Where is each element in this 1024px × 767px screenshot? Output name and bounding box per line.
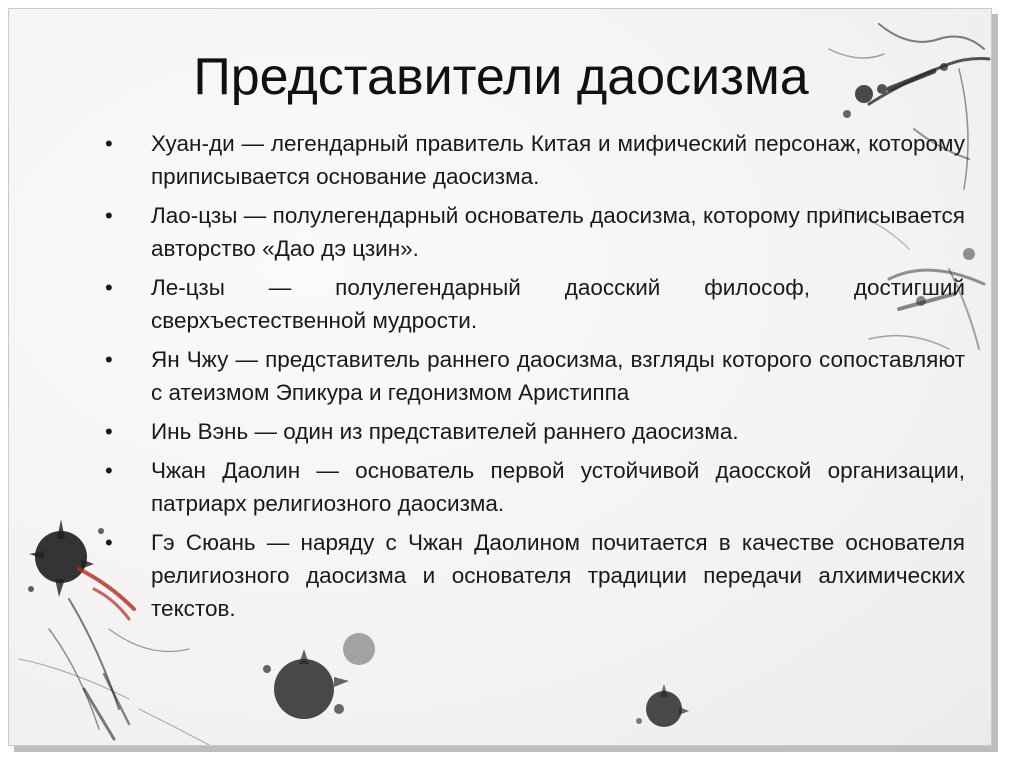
bullet-marker: • <box>105 203 113 228</box>
bullet-marker: • <box>105 275 113 300</box>
list-item <box>105 271 965 337</box>
list-item <box>105 454 965 520</box>
bullet-list <box>105 127 965 631</box>
list-item-text: Ле-цзы — полулегендарный даосский философ, достигший сверхъестественной мудрости. <box>151 275 965 333</box>
list-item-text: Лао-цзы — полулегендарный основатель даосизма, которому приписывается авторство «Дао дэ цзин». <box>151 203 965 261</box>
list-item-text: Чжан Даолин — основатель первой устойчивой даосской организации, патриарх религиозного даосизма. <box>151 458 965 516</box>
list-item-text: Ян Чжу — представитель раннего даосизма, взгляды которого сопоставляют с атеизмом Эпикура и гедонизмом Аристиппа <box>151 347 965 405</box>
slide-title: Представители даосизма <box>193 48 809 106</box>
ink-splatter-left <box>28 519 104 597</box>
list-item <box>105 343 965 409</box>
slide <box>8 8 992 746</box>
ink-splatter-bottom <box>263 633 689 727</box>
list-item-text: Гэ Сюань — наряду с Чжан Даолином почитается в качестве основателя религиозного даосизма и основателя традиции передачи алхимических текстов. <box>151 530 965 621</box>
bullet-marker: • <box>105 530 113 555</box>
bullet-marker: • <box>105 419 113 444</box>
list-item <box>105 199 965 265</box>
bullet-marker: • <box>105 458 113 483</box>
list-item <box>105 415 965 448</box>
list-item-text: Инь Вэнь — один из представителей раннего даосизма. <box>151 419 739 444</box>
list-item <box>105 127 965 193</box>
bullet-marker: • <box>105 347 113 372</box>
list-item-text: Хуан-ди — легендарный правитель Китая и мифический персонаж, которому приписывается основание даосизма. <box>151 131 965 189</box>
bullet-marker: • <box>105 131 113 156</box>
list-item <box>105 526 965 625</box>
